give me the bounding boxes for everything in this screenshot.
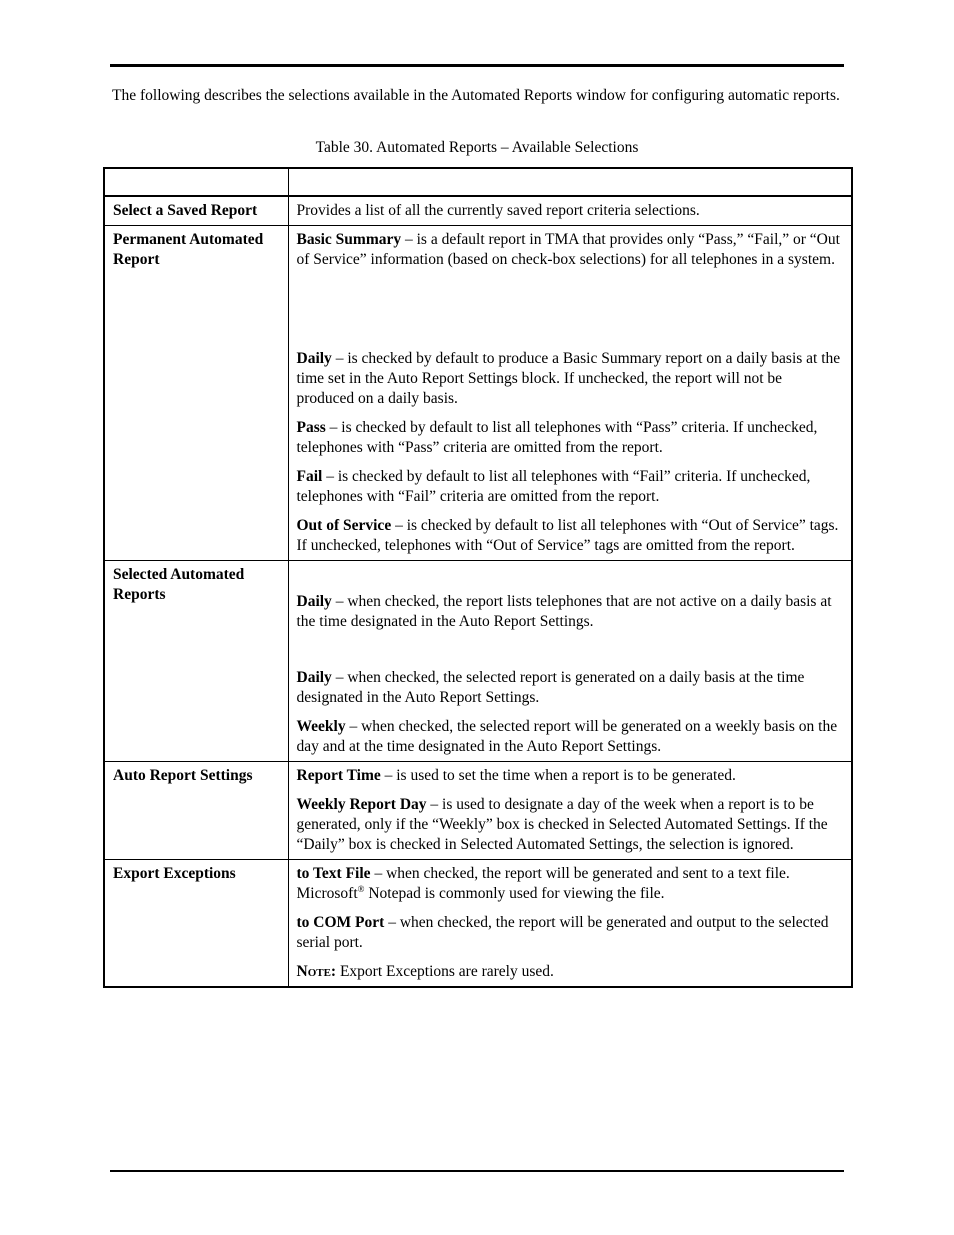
table-row [104, 762, 852, 860]
table-row [104, 561, 852, 762]
intro-paragraph: The following describes the selections available in the Automated Reports window for configuring automatic reports. [112, 87, 840, 104]
description-paragraph [297, 864, 844, 904]
item-term: Report Time [296, 767, 381, 784]
spacer [297, 279, 844, 349]
note-paragraph [297, 962, 844, 982]
row-label-select-saved-report: Select a Saved Report [104, 196, 288, 226]
table-row [104, 860, 852, 988]
item-text: – is used to designate a day of the week when a report is to be generated, only if the “Weekly” box is checked in Selected Automated Settings. If the “Daily” box is checked in Selected Automated Settings, the selection is ignored. [296, 796, 828, 853]
row-description [288, 196, 852, 226]
item-term: Daily [296, 593, 332, 610]
spacer [297, 565, 844, 592]
item-term: Weekly [296, 718, 346, 735]
item-term: Out of Service [296, 517, 392, 534]
item-term: Weekly Report Day [296, 796, 427, 813]
description-paragraph [297, 467, 844, 507]
item-term: to COM Port [296, 914, 385, 931]
item-text: – is a default report in TMA that provides only “Pass,” “Fail,” or “Out of Service” information (based on check-box selections) for all telephones in a system. [296, 231, 840, 268]
row-label-permanent-automated-report: Permanent Automated Report [104, 226, 288, 561]
item-term: Daily [296, 669, 332, 686]
item-term: Pass [296, 419, 326, 436]
description-paragraph [297, 349, 844, 409]
description-paragraph [297, 668, 844, 708]
item-text: – when checked, the report will be generated and sent to a text file. Microsoft [296, 865, 790, 902]
item-text: – is checked by default to list all telephones with “Fail” criteria. If unchecked, telephones with “Fail” criteria are omitted from the report. [296, 468, 811, 505]
note-label: Note: [296, 963, 337, 980]
item-text: – is checked by default to list all telephones with “Pass” criteria. If unchecked, telephones with “Pass” criteria are omitted from the report. [296, 419, 818, 456]
item-text: – when checked, the selected report will be generated on a weekly basis on the day and at the time designated in the Auto Report Settings. [296, 718, 838, 755]
description-paragraph [297, 516, 844, 556]
note-text: Export Exceptions are rarely used. [336, 963, 554, 980]
row-label-selected-automated-reports: Selected Automated Reports [104, 561, 288, 762]
table-row [104, 226, 852, 561]
row-description [288, 226, 852, 561]
item-term: Daily [296, 350, 332, 367]
top-rule [110, 64, 844, 67]
description-paragraph [297, 717, 844, 757]
description-text: Provides a list of all the currently saved report criteria selections. [296, 202, 700, 219]
description-paragraph [297, 592, 844, 632]
header-col2 [288, 168, 852, 196]
description-paragraph [297, 230, 844, 270]
item-text: – when checked, the report will be generated and output to the selected serial port. [296, 914, 829, 951]
description-paragraph [297, 913, 844, 953]
row-description [288, 762, 852, 860]
row-label-export-exceptions: Export Exceptions [104, 860, 288, 988]
item-term: to Text File [296, 865, 371, 882]
item-text: – is checked by default to list all telephones with “Out of Service” tags. If unchecked, telephones with “Out of Service” tags are omitted from the report. [296, 517, 839, 554]
spacer [297, 641, 844, 668]
row-description [288, 860, 852, 988]
table-row [104, 196, 852, 226]
item-text: – is used to set the time when a report is to be generated. [380, 767, 736, 784]
description-paragraph [297, 795, 844, 855]
item-text: Notepad is commonly used for viewing the file. [364, 885, 665, 902]
item-term: Basic Summary [296, 231, 402, 248]
description-paragraph [297, 201, 844, 221]
description-paragraph [297, 766, 844, 786]
item-text: – when checked, the selected report is generated on a daily basis at the time designated in the Auto Report Settings. [296, 669, 805, 706]
bottom-rule [110, 1170, 844, 1172]
header-col1 [104, 168, 288, 196]
description-paragraph [297, 418, 844, 458]
item-text: – is checked by default to produce a Basic Summary report on a daily basis at the time set in the Auto Report Settings block. If unchecked, the report will not be produced on a daily basis. [296, 350, 841, 407]
item-text: – when checked, the report lists telephones that are not active on a daily basis at the time designated in the Auto Report Settings. [296, 593, 832, 630]
table-caption: Table 30. Automated Reports – Available Selections [315, 139, 639, 156]
selections-table [103, 167, 853, 988]
row-description [288, 561, 852, 762]
table-header-row [104, 168, 852, 196]
registered-mark: ® [357, 883, 365, 894]
row-label-auto-report-settings: Auto Report Settings [104, 762, 288, 860]
item-term: Fail [296, 468, 323, 485]
